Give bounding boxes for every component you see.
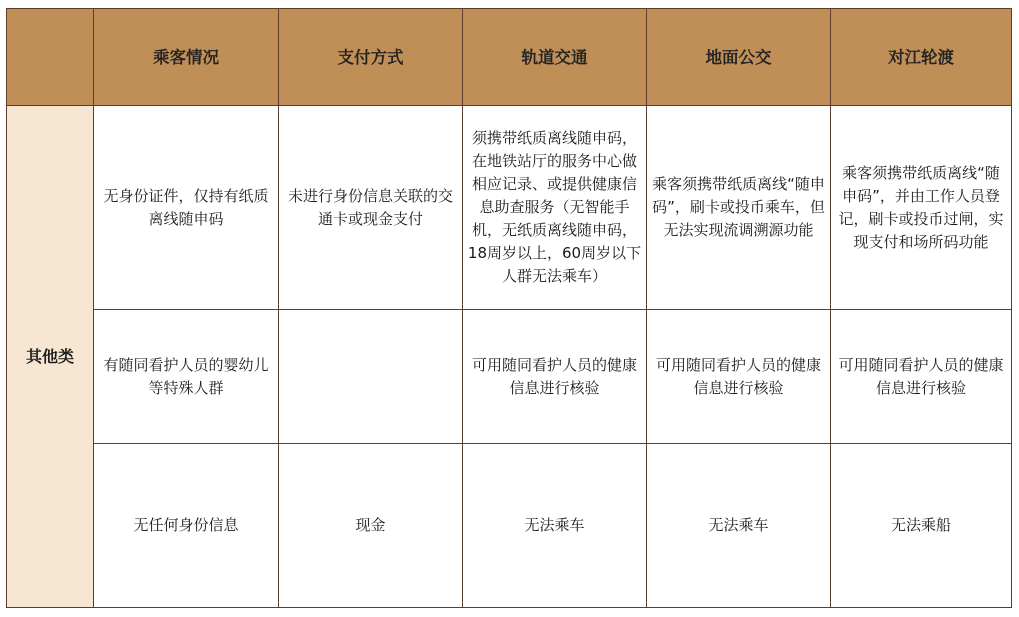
cell-rail: 可用随同看护人员的健康信息进行核验 (463, 310, 647, 444)
table-row (7, 310, 1012, 444)
group-label: 其他类 (7, 106, 94, 608)
cell-bus: 可用随同看护人员的健康信息进行核验 (647, 310, 831, 444)
header-rail: 轨道交通 (463, 9, 647, 106)
header-ferry: 对江轮渡 (831, 9, 1012, 106)
header-payment: 支付方式 (279, 9, 463, 106)
cell-payment (279, 310, 463, 444)
cell-payment: 未进行身份信息关联的交通卡或现金支付 (279, 106, 463, 310)
cell-passenger: 无任何身份信息 (94, 444, 279, 608)
header-corner-cell (7, 9, 94, 106)
cell-ferry: 可用随同看护人员的健康信息进行核验 (831, 310, 1012, 444)
table-row (7, 106, 1012, 310)
header-passenger: 乘客情况 (94, 9, 279, 106)
transit-policy-table (6, 8, 1012, 608)
cell-bus: 乘客须携带纸质离线“随申码”，刷卡或投币乘车，但无法实现流调溯源功能 (647, 106, 831, 310)
cell-bus: 无法乘车 (647, 444, 831, 608)
header-bus: 地面公交 (647, 9, 831, 106)
table-row (7, 444, 1012, 608)
cell-rail: 无法乘车 (463, 444, 647, 608)
header-row (7, 9, 1012, 106)
cell-payment: 现金 (279, 444, 463, 608)
cell-passenger: 无身份证件，仅持有纸质离线随申码 (94, 106, 279, 310)
cell-passenger: 有随同看护人员的婴幼儿等特殊人群 (94, 310, 279, 444)
cell-rail: 须携带纸质离线随申码，在地铁站厅的服务中心做相应记录、或提供健康信息助查服务（无智能手机，无纸质离线随申码，18周岁以上，60周岁以下人群无法乘车） (463, 106, 647, 310)
cell-ferry: 无法乘船 (831, 444, 1012, 608)
cell-ferry: 乘客须携带纸质离线“随申码”，并由工作人员登记，刷卡或投币过闸，实现支付和场所码功能 (831, 106, 1012, 310)
